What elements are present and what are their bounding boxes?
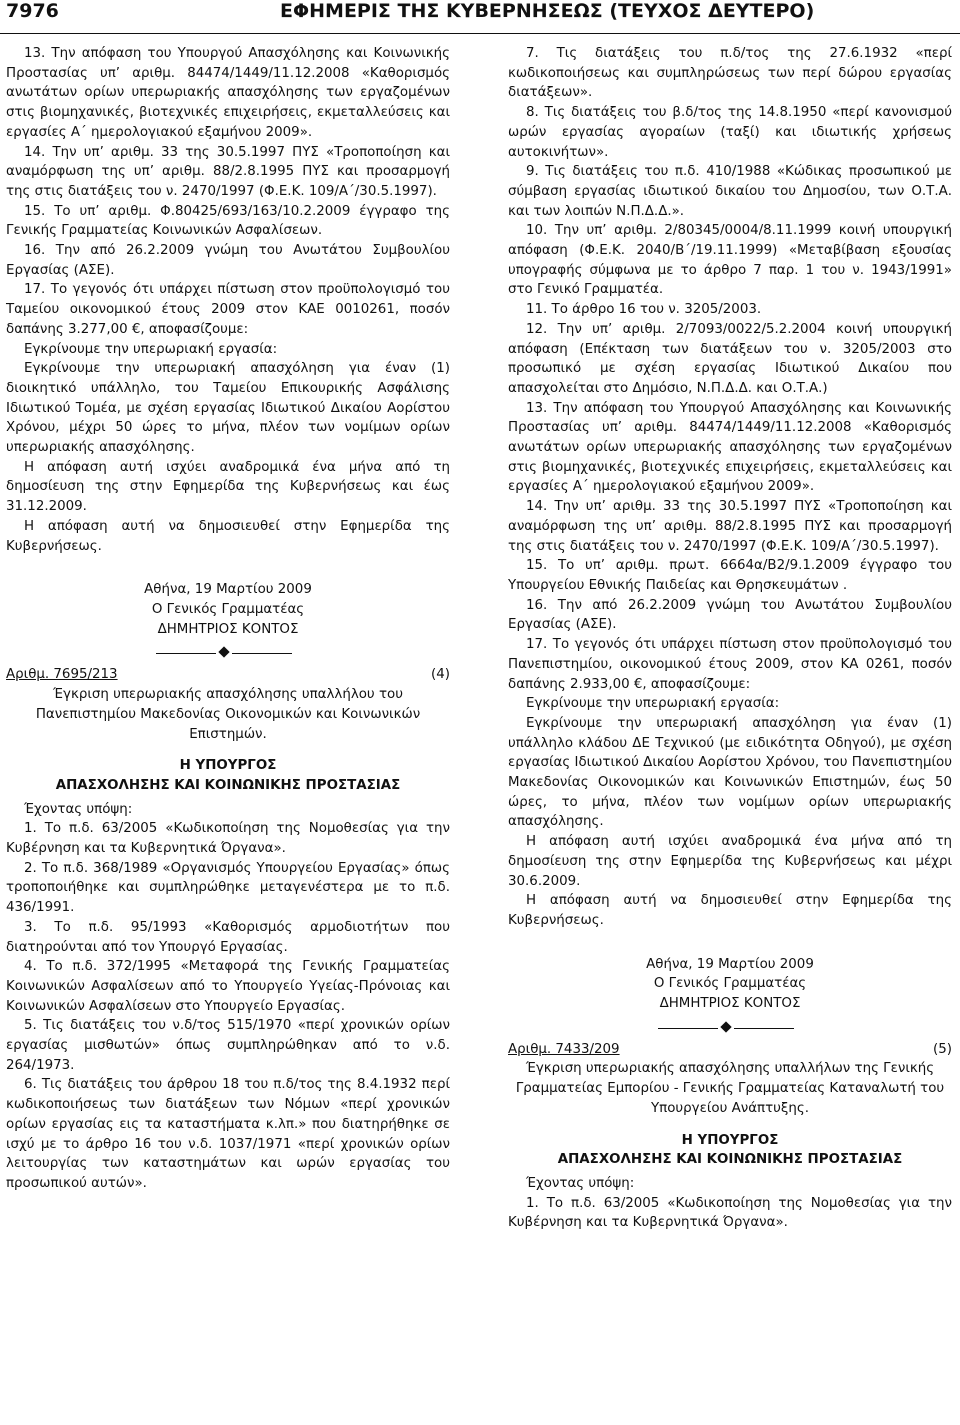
separator-line (734, 1028, 794, 1029)
paragraph: 8. Τις διατάξεις του β.δ/τος της 14.8.1950 «περί κανονισμού ωρών εργασίας αγοραίων (ταξί) και ιδιωτικής χρήσεως αυτοκινήτων». (508, 105, 952, 160)
paragraph: 12. Την υπ’ αριθμ. 2/7093/0022/5.2.2004 κοινή υπουργική απόφαση (Επέκταση των διατάξεων του ν. 3205/2003 στο προσωπικό με σχέση εργασίας Ιδιωτικού Δικαίου που απασχολείται στο Δημόσιο, Ν.Π.Δ.Δ. και Ο.Τ.Α.) (508, 321, 952, 396)
paragraph: 1. Το π.δ. 63/2005 «Κωδικοποίηση της Νομοθεσίας για την Κυβέρνηση και τα Κυβερνητικά Όργανα». (6, 821, 450, 857)
paragraph: 6. Τις διατάξεις του άρθρου 18 του π.δ/τος της 8.4.1932 περί κωδικοποιήσεως των διατάξεων των Νόμων «περί χρονικών ορίων εργασίας εις τα καταστήματα κ.λπ.» που διατηρήθηκε σε ισχύ με το άρθρο 16 του ν.δ. 1037/1971 «περί χρονικών ορίων λειτουργίας των καταστημάτων και ωρών εργασίας του προσωπικού αυτών». (6, 1077, 450, 1191)
paragraph: 16. Την από 26.2.2009 γνώμη του Ανωτάτου Συμβουλίου Εργασίας (ΑΣΕ). (6, 243, 450, 278)
authority-title: Η ΥΠΟΥΡΓΟΣ (179, 758, 277, 774)
signature-date: Αθήνα, 19 Μαρτίου 2009 (646, 956, 814, 972)
paragraph: 14. Την υπ’ αριθμ. 33 της 30.5.1997 ΠΥΣ «Τροποποίηση και αναμόρφωση της υπ’ αριθμ. 88/2.8.1995 ΠΥΣ και προσαρμογή της στις διατάξεις του ν. 2470/1997 (Φ.Ε.Κ. 109/Α΄/30.5.1997). (6, 144, 450, 199)
separator-line (658, 1028, 718, 1029)
separator-ornament (508, 1020, 952, 1036)
running-title: ΕΦΗΜΕΡΙΣ ΤΗΣ ΚΥΒΕΡΝΗΣΕΩΣ (ΤΕΥΧΟΣ ΔΕΥΤΕΡΟ) (280, 0, 815, 22)
paragraph: Εγκρίνουμε την υπερωριακή εργασία: (24, 341, 278, 357)
paragraph: Η απόφαση αυτή να δημοσιευθεί στην Εφημερίδα της Κυβερνήσεως. (508, 893, 952, 928)
signature-name: ΔΗΜΗΤΡΙΟΣ ΚΟΝΤΟΣ (157, 621, 299, 637)
paragraph: 10. Την υπ’ αριθμ. 2/80345/0004/8.11.1999 κοινή υπουργική απόφαση (Φ.Ε.Κ. 2040/Β΄/19.11.1999) «Μεταβίβαση εξουσίας υπογραφής σύμφωνα με το άρθρο 7 παρ. 1 του ν. 1943/1991» στο Γενικό Γραμματέα. (508, 223, 952, 298)
decision-index: (5) (933, 1041, 952, 1057)
paragraph: 4. Το π.δ. 372/1995 «Μεταφορά της Γενικής Γραμματείας Κοινωνικών Ασφαλίσεων από το Υπουργείο Υγείας-Πρόνοιας και Κοινωνικών Ασφαλίσεων στο Υπουργείο Εργασίας. (6, 959, 450, 1014)
decision-header (6, 665, 450, 685)
separator-line (232, 653, 292, 654)
separator-ornament (6, 645, 450, 661)
decision-number: Αριθμ. 7695/213 (6, 667, 118, 683)
decision-header (508, 1040, 952, 1060)
paragraph: 2. Το π.δ. 368/1989 «Οργανισμός Υπουργείου Εργασίας» όπως τροποποιήθηκε και συμπληρώθηκε μεταγενέστερα με το π.δ. 436/1991. (6, 860, 450, 916)
diamond-icon (720, 1021, 731, 1032)
paragraph: Η απόφαση αυτή να δημοσιευθεί στην Εφημερίδα της Κυβερνήσεως. (6, 518, 450, 554)
authority-ministry: ΑΠΑΣΧΟΛΗΣΗΣ ΚΑΙ ΚΟΙΝΩΝΙΚΗΣ ΠΡΟΣΤΑΣΙΑΣ (557, 1152, 903, 1168)
paragraph: 16. Την από 26.2.2009 γνώμη του Ανωτάτου Συμβουλίου Εργασίας (ΑΣΕ). (508, 597, 952, 633)
decision-number: Αριθμ. 7433/209 (508, 1041, 620, 1057)
paragraph: 13. Την απόφαση του Υπουργού Απασχόλησης και Κοινωνικής Προστασίας υπ’ αριθμ. 84474/1449/11.12.2008 «Καθορισμός ανωτάτων ορίων υπερωριακής απασχόλησης των εργαζομένων στις βιομηχανικές, βιοτεχνικές επιχειρήσεις, εκμεταλλεύσεις και εργασίες Α΄ ημερολογιακού εξαμήνου 2009». (508, 400, 952, 495)
decision-index: (4) (431, 667, 450, 683)
left-column (6, 44, 450, 1194)
paragraph: 1. Το π.δ. 63/2005 «Κωδικοποίηση της Νομοθεσίας για την Κυβέρνηση και τα Κυβερνητικά Όργανα». (508, 1195, 952, 1231)
decision-subject: Έγκριση υπερωριακής απασχόλησης υπαλλήλου του Πανεπιστημίου Μακεδονίας Οικονομικών και Κοινωνικών Επιστημών. (35, 687, 421, 742)
paragraph: Έχοντας υπόψη: (24, 801, 133, 817)
signature-date: Αθήνα, 19 Μαρτίου 2009 (144, 582, 312, 598)
separator-line (156, 653, 216, 654)
page-number: 7976 (6, 0, 59, 22)
decision-subject: Έγκριση υπερωριακής απασχόλησης υπαλλήλων της Γενικής Γραμματείας Εμπορίου - Γενικής Γραμματείας Καταναλωτή του Υπουργείου Ανάπτυξης. (515, 1061, 945, 1116)
authority-ministry: ΑΠΑΣΧΟΛΗΣΗΣ ΚΑΙ ΚΟΙΝΩΝΙΚΗΣ ΠΡΟΣΤΑΣΙΑΣ (55, 777, 401, 793)
paragraph: Έχοντας υπόψη: (526, 1175, 635, 1191)
paragraph: Εγκρίνουμε την υπερωριακή εργασία: (526, 696, 780, 712)
paragraph: 15. Το υπ’ αριθμ. Φ.80425/693/163/10.2.2009 έγγραφο της Γενικής Γραμματείας Κοινωνικών Ασφαλίσεων. (6, 203, 450, 239)
paragraph: 17. Το γεγονός ότι υπάρχει πίστωση στον προϋπολογισμό του Πανεπιστημίου, οικονομικού έτους 2009, στον ΚΑ 0261, ποσόν δαπάνης 2.933,00 €, αποφασίζουμε: (508, 637, 952, 692)
paragraph: 7. Τις διατάξεις του π.δ/τος της 27.6.1932 «περί κωδικοποιήσεως και συμπληρώσεως των περί δώρου εργασίας διατάξεων». (508, 46, 952, 101)
paragraph: Η απόφαση αυτή ισχύει αναδρομικά ένα μήνα από τη δημοσίευση της στην Εφημερίδα της Κυβερνήσεως και έως 31.12.2009. (6, 459, 450, 515)
header-rule (0, 33, 960, 34)
paragraph: 17. Το γεγονός ότι υπάρχει πίστωση στον προϋπολογισμό του Ταμείου οικονομικού έτους 2009 στον ΚΑΕ 0010261, ποσόν δαπάνης 3.277,00 €, αποφασίζουμε: (6, 282, 450, 337)
right-column (508, 44, 952, 1233)
paragraph: Εγκρίνουμε την υπερωριακή απασχόληση για έναν (1) διοικητικό υπάλληλο, του Ταμείου Επικουρικής Ασφάλισης Ιδιωτικού Τομέα, με σχέση εργασίας Ιδιωτικού Δικαίου Αορίστου Χρόνου, μέχρι 50 ώρες το μήνα, πλέον των νομίμων ορίων υπερωριακής απασχόλησης. (6, 361, 450, 456)
paragraph: 3. Το π.δ. 95/1993 «Καθορισμός αρμοδιοτήτων που διατηρούνται από τον Υπουργό Εργασίας. (6, 919, 450, 955)
paragraph: 15. Το υπ’ αριθμ. πρωτ. 6664α/Β2/9.1.2009 έγγραφο του Υπουργείου Εθνικής Παιδείας και Θρησκευμάτων . (508, 558, 952, 593)
paragraph: 14. Την υπ’ αριθμ. 33 της 30.5.1997 ΠΥΣ «Τροποποίηση και αναμόρφωση της υπ’ αριθμ. 88/2.8.1995 ΠΥΣ και προσαρμογή της στις διατάξεις του ν. 2470/1997 (Φ.Ε.Κ. 109/Α΄/30.5.1997). (508, 499, 952, 554)
paragraph: 9. Τις διατάξεις του π.δ. 410/1988 «Κώδικας προσωπικού με σύμβαση εργασίας ιδιωτικού δικαίου του Δημοσίου, των Ο.Τ.Α. και των λοιπών Ν.Π.Δ.Δ.». (508, 164, 952, 219)
authority-title: Η ΥΠΟΥΡΓΟΣ (681, 1132, 779, 1148)
signature-name: ΔΗΜΗΤΡΙΟΣ ΚΟΝΤΟΣ (659, 996, 801, 1012)
paragraph: Εγκρίνουμε την υπερωριακή απασχόληση για έναν (1) υπάλληλο κλάδου ΔΕ Τεχνικού (με ειδικότητα Οδηγού), με σχέση εργασίας Ιδιωτικού Δικαίου Αορίστου Χρόνου, του Πανεπιστημίου Μακεδονίας Οικονομικών και Κοινωνικών Επιστημών, έως 50 ώρες, το μήνα, πλέον των νομίμων ορίων υπερωριακής απασχόλησης. (508, 715, 952, 830)
signature-title: Ο Γενικός Γραμματέας (653, 976, 807, 992)
diamond-icon (218, 647, 229, 658)
paragraph: Η απόφαση αυτή ισχύει αναδρομικά ένα μήνα από τη δημοσίευση της στην Εφημερίδα της Κυβερνήσεως και μέχρι 30.6.2009. (508, 834, 952, 889)
paragraph: 11. Το άρθρο 16 του ν. 3205/2003. (526, 302, 762, 318)
paragraph: 13. Την απόφαση του Υπουργού Απασχόλησης και Κοινωνικής Προστασίας υπ’ αριθμ. 84474/1449/11.12.2008 «Καθορισμός ανωτάτων ορίων υπερωριακής απασχόλησης των εργαζομένων στις βιομηχανικές, βιοτεχνικές επιχειρήσεις, εκμεταλλεύσεις και εργασίες Α΄ ημερολογιακού εξαμήνου 2009». (6, 46, 450, 140)
signature-title: Ο Γενικός Γραμματέας (151, 601, 305, 617)
paragraph: 5. Τις διατάξεις του ν.δ/τος 515/1970 «περί χρονικών ορίων εργασίας μισθωτών» όπως συμπληρώθηκαν από το ν.δ. 264/1973. (6, 1018, 450, 1073)
page-header (0, 0, 960, 30)
